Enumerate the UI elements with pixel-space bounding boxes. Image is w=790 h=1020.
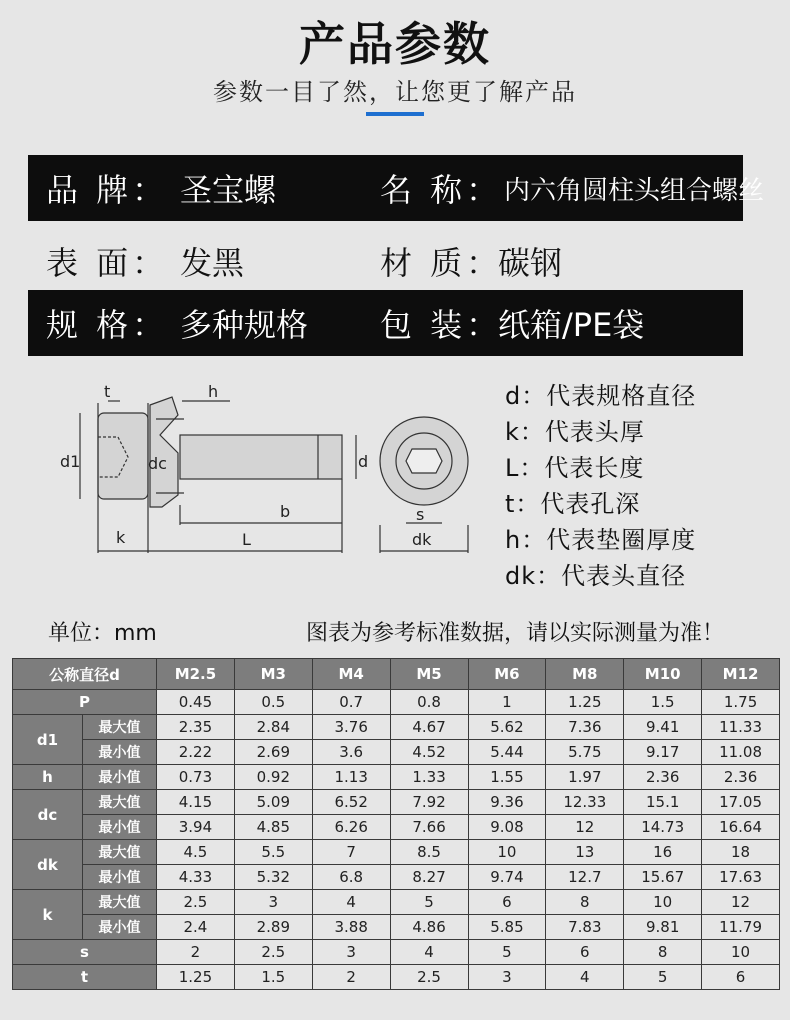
table-cell: 1.25 bbox=[157, 965, 235, 990]
table-cell: 3.94 bbox=[157, 815, 235, 840]
table-corner: 公称直径d bbox=[13, 659, 157, 690]
table-cell: 1.97 bbox=[546, 765, 624, 790]
table-cell: 9.17 bbox=[624, 740, 702, 765]
table-cell: 13 bbox=[546, 840, 624, 865]
row-sub-label: 最大值 bbox=[83, 715, 157, 740]
table-cell: 5 bbox=[390, 890, 468, 915]
table-cell: 3 bbox=[234, 890, 312, 915]
diagram-label-t: t bbox=[104, 382, 111, 401]
page-subtitle: 参数一目了然，让您更了解产品 bbox=[213, 78, 577, 106]
table-cell: 2.69 bbox=[234, 740, 312, 765]
table-row bbox=[13, 965, 780, 990]
table-cell: 9.74 bbox=[468, 865, 546, 890]
table-cell: 4 bbox=[390, 940, 468, 965]
table-row bbox=[13, 840, 780, 865]
table-cell: 0.8 bbox=[390, 690, 468, 715]
table-cell: 2.89 bbox=[234, 915, 312, 940]
table-cell: 5.44 bbox=[468, 740, 546, 765]
legend-item: L：代表长度 bbox=[505, 454, 645, 482]
legend-item: t：代表孔深 bbox=[505, 490, 641, 518]
table-cell: 11.79 bbox=[702, 915, 780, 940]
table-cell: 16.64 bbox=[702, 815, 780, 840]
table-cell: 2.35 bbox=[157, 715, 235, 740]
table-cell: 0.45 bbox=[157, 690, 235, 715]
table-cell: 4.5 bbox=[157, 840, 235, 865]
table-cell: 3 bbox=[468, 965, 546, 990]
surface-value: 发黑 bbox=[180, 244, 245, 282]
table-cell: 10 bbox=[624, 890, 702, 915]
row-group-label: dc bbox=[13, 790, 83, 840]
row-label: s bbox=[13, 940, 157, 965]
material-label: 材 质： bbox=[380, 244, 503, 282]
table-cell: 5.5 bbox=[234, 840, 312, 865]
spec-label: 规 格： bbox=[46, 306, 169, 344]
row-group-label: d1 bbox=[13, 715, 83, 765]
table-cell: 4.85 bbox=[234, 815, 312, 840]
table-cell: 1.55 bbox=[468, 765, 546, 790]
row-sub-label: 最小值 bbox=[83, 765, 157, 790]
table-cell: 2.22 bbox=[157, 740, 235, 765]
table-cell: 1.5 bbox=[624, 690, 702, 715]
table-cell: 2 bbox=[312, 965, 390, 990]
table-cell: 0.92 bbox=[234, 765, 312, 790]
size-header: M3 bbox=[234, 659, 312, 690]
table-row bbox=[13, 690, 780, 715]
size-header: M4 bbox=[312, 659, 390, 690]
table-cell: 2 bbox=[157, 940, 235, 965]
size-header: M5 bbox=[390, 659, 468, 690]
diagram-label-k: k bbox=[116, 528, 126, 547]
table-cell: 11.33 bbox=[702, 715, 780, 740]
table-cell: 16 bbox=[624, 840, 702, 865]
unit-text: 单位：mm bbox=[48, 621, 157, 646]
row-sub-label: 最小值 bbox=[83, 865, 157, 890]
table-row bbox=[13, 715, 780, 740]
table-cell: 4.86 bbox=[390, 915, 468, 940]
table-cell: 4.33 bbox=[157, 865, 235, 890]
row-sub-label: 最大值 bbox=[83, 840, 157, 865]
table-cell: 4 bbox=[546, 965, 624, 990]
table-cell: 0.5 bbox=[234, 690, 312, 715]
table-cell: 7 bbox=[312, 840, 390, 865]
row-sub-label: 最大值 bbox=[83, 790, 157, 815]
legend-item: h：代表垫圈厚度 bbox=[505, 526, 697, 554]
size-header: M10 bbox=[624, 659, 702, 690]
table-cell: 9.36 bbox=[468, 790, 546, 815]
table-cell: 2.5 bbox=[234, 940, 312, 965]
table-cell: 1.75 bbox=[702, 690, 780, 715]
table-cell: 10 bbox=[702, 940, 780, 965]
table-cell: 6.26 bbox=[312, 815, 390, 840]
table-cell: 3.88 bbox=[312, 915, 390, 940]
legend-item: d：代表规格直径 bbox=[505, 382, 697, 410]
table-cell: 12 bbox=[702, 890, 780, 915]
table-cell: 5.32 bbox=[234, 865, 312, 890]
row-group-label: dk bbox=[13, 840, 83, 890]
info-band-surface bbox=[28, 228, 743, 294]
table-cell: 7.83 bbox=[546, 915, 624, 940]
table-cell: 5.62 bbox=[468, 715, 546, 740]
row-label: P bbox=[13, 690, 157, 715]
note-text: 图表为参考标准数据，请以实际测量为准！ bbox=[306, 621, 725, 646]
table-cell: 2.5 bbox=[157, 890, 235, 915]
table-cell: 12.7 bbox=[546, 865, 624, 890]
table-cell: 7.66 bbox=[390, 815, 468, 840]
table-cell: 4.52 bbox=[390, 740, 468, 765]
name-label: 名 称： bbox=[380, 171, 503, 209]
table-cell: 8.27 bbox=[390, 865, 468, 890]
table-row bbox=[13, 865, 780, 890]
diagram-label-s: s bbox=[416, 505, 425, 524]
row-sub-label: 最大值 bbox=[83, 890, 157, 915]
table-cell: 18 bbox=[702, 840, 780, 865]
table-cell: 7.92 bbox=[390, 790, 468, 815]
table-cell: 10 bbox=[468, 840, 546, 865]
table-cell: 8 bbox=[624, 940, 702, 965]
table-cell: 15.67 bbox=[624, 865, 702, 890]
table-row bbox=[13, 890, 780, 915]
table-cell: 0.73 bbox=[157, 765, 235, 790]
row-sub-label: 最小值 bbox=[83, 740, 157, 765]
row-label: t bbox=[13, 965, 157, 990]
table-cell: 9.41 bbox=[624, 715, 702, 740]
table-cell: 2.4 bbox=[157, 915, 235, 940]
table-cell: 6.8 bbox=[312, 865, 390, 890]
diagram-label-h: h bbox=[208, 382, 219, 401]
surface-label: 表 面： bbox=[46, 244, 169, 282]
row-sub-label: 最小值 bbox=[83, 915, 157, 940]
table-cell: 5.75 bbox=[546, 740, 624, 765]
table-cell: 2.84 bbox=[234, 715, 312, 740]
table-cell: 5.85 bbox=[468, 915, 546, 940]
table-cell: 12.33 bbox=[546, 790, 624, 815]
table-cell: 6 bbox=[468, 890, 546, 915]
table-cell: 6 bbox=[702, 965, 780, 990]
table-cell: 4.67 bbox=[390, 715, 468, 740]
table-cell: 1.25 bbox=[546, 690, 624, 715]
table-cell: 2.36 bbox=[702, 765, 780, 790]
row-sub-label: 最小值 bbox=[83, 815, 157, 840]
diagram-label-d1: d1 bbox=[60, 452, 81, 471]
spec-table bbox=[12, 658, 780, 990]
row-group-label: h bbox=[13, 765, 83, 790]
table-row bbox=[13, 790, 780, 815]
material-value: 碳钢 bbox=[498, 244, 563, 282]
table-row bbox=[13, 765, 780, 790]
size-header: M6 bbox=[468, 659, 546, 690]
legend-item: k：代表头厚 bbox=[505, 418, 645, 446]
table-row bbox=[13, 815, 780, 840]
table-cell: 9.08 bbox=[468, 815, 546, 840]
table-cell: 5 bbox=[468, 940, 546, 965]
size-header: M12 bbox=[702, 659, 780, 690]
table-cell: 8 bbox=[546, 890, 624, 915]
table-cell: 11.08 bbox=[702, 740, 780, 765]
row-group-label: k bbox=[13, 890, 83, 940]
table-row bbox=[13, 940, 780, 965]
table-cell: 1.5 bbox=[234, 965, 312, 990]
table-cell: 2.5 bbox=[390, 965, 468, 990]
diagram-label-b: b bbox=[280, 502, 291, 521]
brand-label: 品 牌： bbox=[46, 171, 169, 209]
table-cell: 12 bbox=[546, 815, 624, 840]
table-cell: 1 bbox=[468, 690, 546, 715]
table-cell: 17.05 bbox=[702, 790, 780, 815]
table-cell: 6 bbox=[546, 940, 624, 965]
brand-value: 圣宝螺 bbox=[180, 171, 277, 209]
package-label: 包 装： bbox=[380, 306, 503, 344]
table-cell: 8.5 bbox=[390, 840, 468, 865]
diagram-label-dk: dk bbox=[412, 530, 432, 549]
table-cell: 4 bbox=[312, 890, 390, 915]
table-cell: 2.36 bbox=[624, 765, 702, 790]
table-cell: 1.33 bbox=[390, 765, 468, 790]
table-cell: 1.13 bbox=[312, 765, 390, 790]
table-cell: 3.76 bbox=[312, 715, 390, 740]
table-header-row bbox=[13, 659, 780, 690]
table-cell: 5 bbox=[624, 965, 702, 990]
table-cell: 0.7 bbox=[312, 690, 390, 715]
page-title: 产品参数 bbox=[299, 17, 491, 71]
table-cell: 4.15 bbox=[157, 790, 235, 815]
name-value: 内六角圆柱头组合螺丝 bbox=[504, 175, 765, 206]
table-cell: 7.36 bbox=[546, 715, 624, 740]
info-band-brand bbox=[28, 155, 765, 221]
table-row bbox=[13, 740, 780, 765]
table-cell: 3 bbox=[312, 940, 390, 965]
package-value: 纸箱/PE袋 bbox=[498, 306, 645, 344]
table-cell: 17.63 bbox=[702, 865, 780, 890]
diagram-label-d: d bbox=[358, 452, 369, 471]
table-cell: 9.81 bbox=[624, 915, 702, 940]
size-header: M8 bbox=[546, 659, 624, 690]
spec-value: 多种规格 bbox=[180, 306, 309, 344]
table-cell: 3.6 bbox=[312, 740, 390, 765]
title-underline bbox=[366, 112, 424, 116]
info-band-spec bbox=[28, 290, 743, 356]
diagram-label-L: L bbox=[242, 530, 251, 549]
dimension-legend bbox=[505, 378, 696, 594]
table-cell: 6.52 bbox=[312, 790, 390, 815]
diagram-label-dc: dc bbox=[148, 454, 167, 473]
screw-dimension-diagram bbox=[60, 375, 480, 565]
table-row bbox=[13, 915, 780, 940]
legend-item: dk：代表头直径 bbox=[505, 562, 687, 590]
table-cell: 5.09 bbox=[234, 790, 312, 815]
table-cell: 14.73 bbox=[624, 815, 702, 840]
table-cell: 15.1 bbox=[624, 790, 702, 815]
size-header: M2.5 bbox=[157, 659, 235, 690]
